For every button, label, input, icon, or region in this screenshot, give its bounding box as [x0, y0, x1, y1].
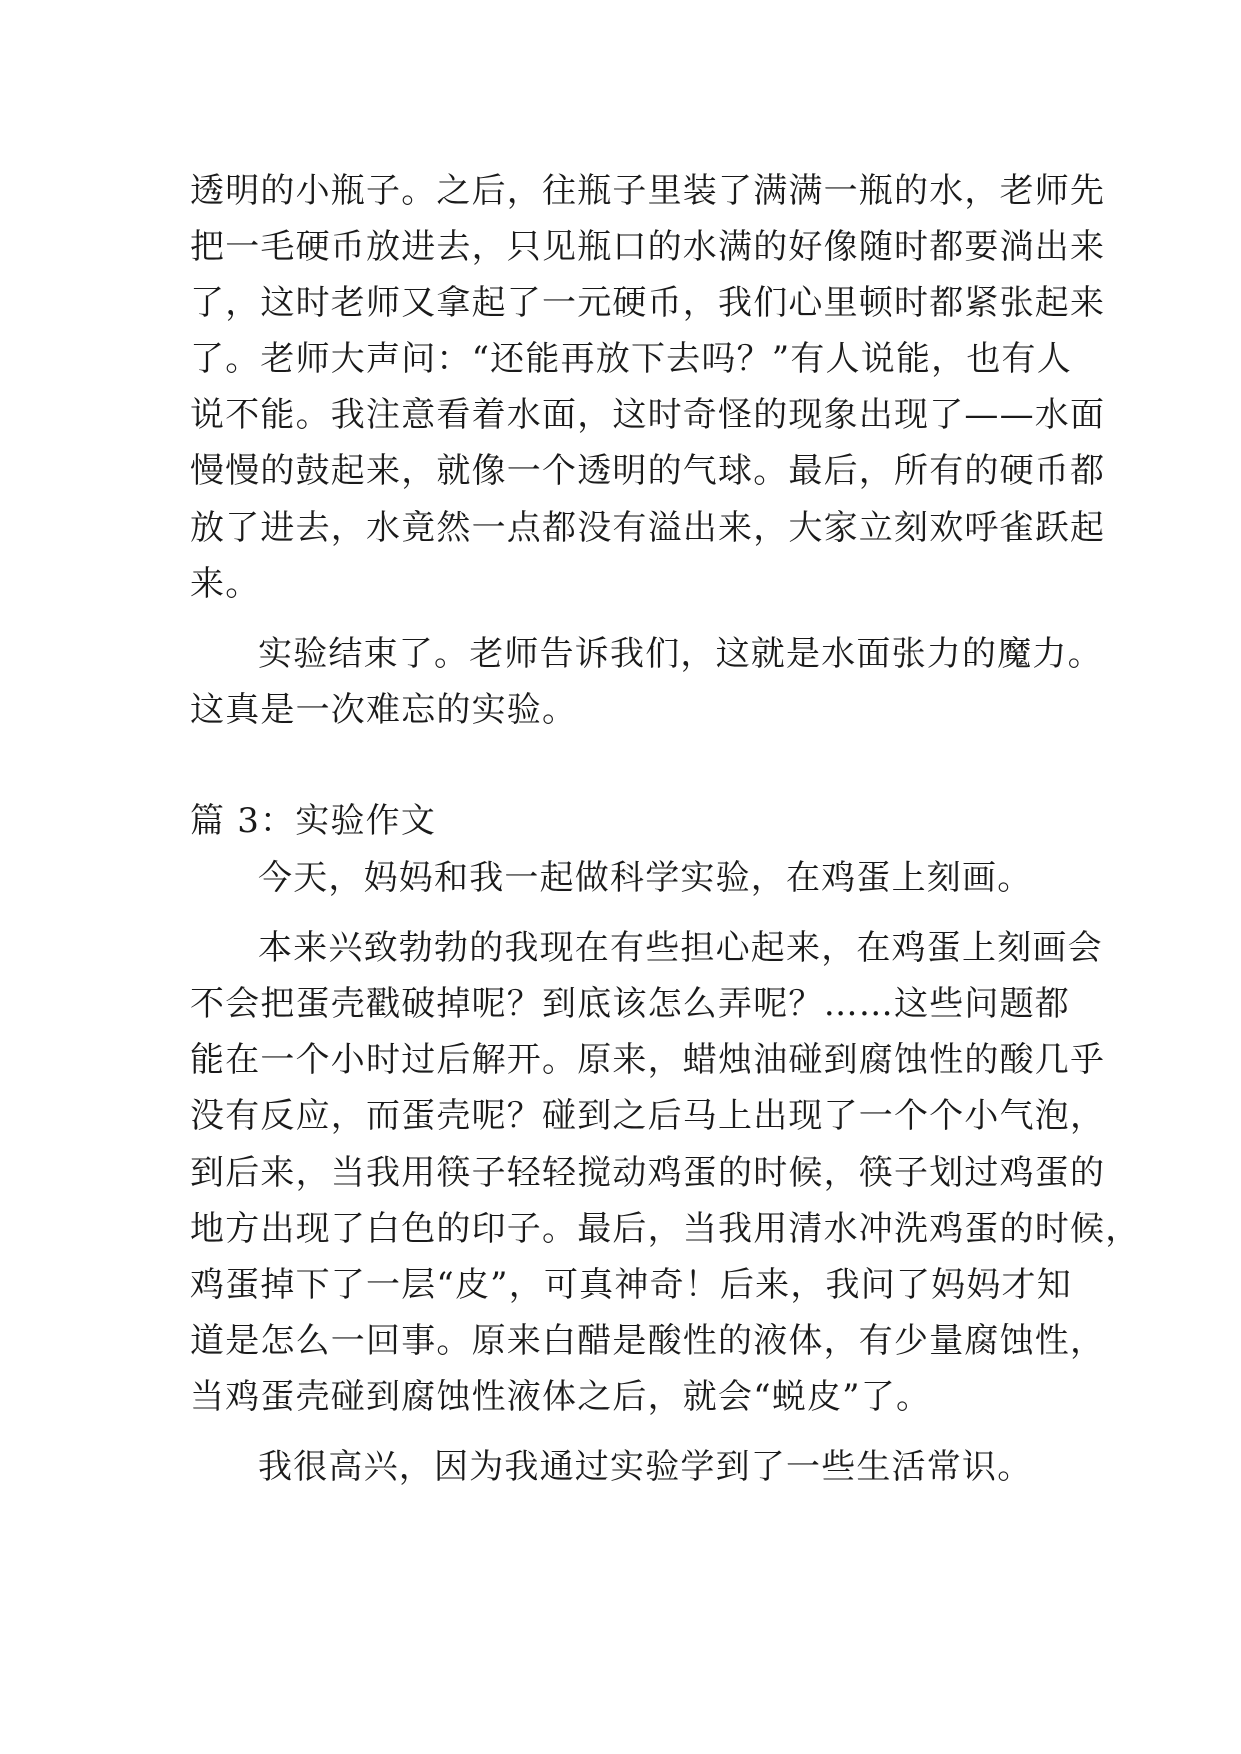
paragraph-line: 能在一个小时过后解开。原来，蜡烛油碰到腐蚀性的酸几乎	[190, 1040, 1106, 1080]
paragraph-line: 这真是一次难忘的实验。	[190, 690, 578, 730]
paragraph-line: 了，这时老师又拿起了一元硬币，我们心里顿时都紧张起来	[190, 283, 1106, 323]
paragraph-line: 说不能。我注意看着水面，这时奇怪的现象出现了——水面	[190, 395, 1106, 435]
paragraph-line: 没有反应，而蛋壳呢？碰到之后马上出现了一个个小气泡，	[190, 1096, 1106, 1136]
section-heading: 篇 3：实验作文	[190, 801, 437, 841]
paragraph-line: 把一毛硬币放进去，只见瓶口的水满的好像随时都要淌出来	[190, 227, 1106, 267]
paragraph-line: 慢慢的鼓起来，就像一个透明的气球。最后，所有的硬币都	[190, 451, 1106, 491]
paragraph-line: 放了进去，水竟然一点都没有溢出来，大家立刻欢呼雀跃起	[190, 508, 1106, 548]
paragraph-line: 实验结束了。老师告诉我们，这就是水面张力的魔力。	[258, 634, 1103, 674]
paragraph-line: 不会把蛋壳戳破掉呢？到底该怎么弄呢？……这些问题都	[190, 984, 1070, 1024]
paragraph-line: 到后来，当我用筷子轻轻搅动鸡蛋的时候，筷子划过鸡蛋的	[190, 1153, 1106, 1193]
paragraph-line: 地方出现了白色的印子。最后，当我用清水冲洗鸡蛋的时候，	[190, 1209, 1141, 1249]
paragraph-line: 今天，妈妈和我一起做科学实验，在鸡蛋上刻画。	[258, 858, 1033, 898]
paragraph-line: 了。老师大声问：“还能再放下去吗？”有人说能，也有人	[190, 339, 1072, 379]
paragraph-line: 道是怎么一回事。原来白醋是酸性的液体，有少量腐蚀性，	[190, 1321, 1106, 1361]
paragraph-line: 我很高兴，因为我通过实验学到了一些生活常识。	[258, 1447, 1033, 1487]
paragraph-line: 本来兴致勃勃的我现在有些担心起来，在鸡蛋上刻画会	[258, 928, 1103, 968]
paragraph-line: 透明的小瓶子。之后，往瓶子里装了满满一瓶的水，老师先	[190, 171, 1106, 211]
paragraph-line: 来。	[190, 564, 261, 604]
paragraph-line: 鸡蛋掉下了一层“皮”，可真神奇！后来，我问了妈妈才知	[190, 1265, 1072, 1305]
paragraph-line: 当鸡蛋壳碰到腐蚀性液体之后，就会“蜕皮”了。	[190, 1377, 932, 1417]
